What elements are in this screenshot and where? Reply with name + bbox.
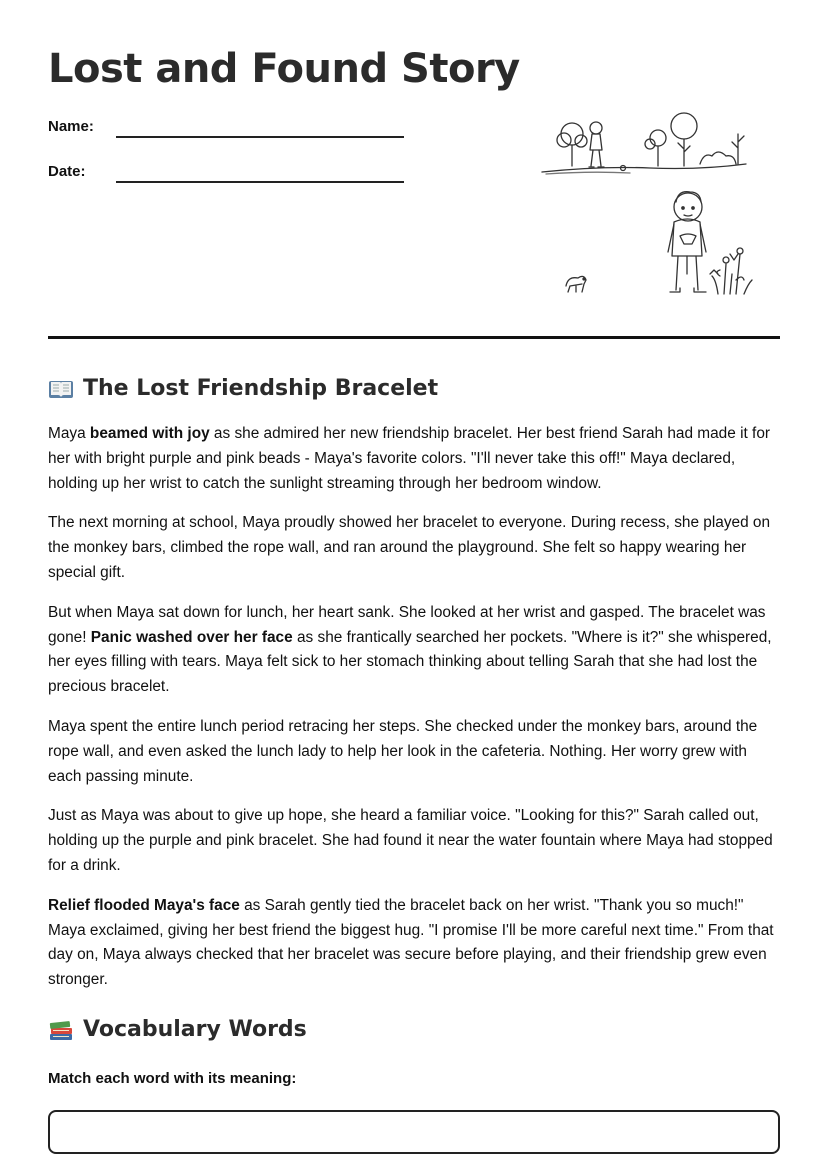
name-line[interactable] <box>116 136 404 138</box>
vocabulary-heading-text: Vocabulary Words <box>83 1017 307 1042</box>
date-line[interactable] <box>116 181 404 183</box>
paragraph-text: as she admired her new friendship bracelet. Her best friend Sarah had made it for her with bright purple and pink beads - Maya's favorite colors. "I'll never take this off!" Maya declared, holding up her wrist to catch the sunlight streaming through her bedroom window. <box>48 425 771 492</box>
page-title: Lost and Found Story <box>48 46 520 92</box>
paragraph-text: as she frantically searched her pockets. "Where is it?" she whispered, her eyes filling with tears. Maya felt sick to her stomach thinking about telling Sarah that she had lost the precious bracelet. <box>48 628 772 696</box>
emphasized-phrase: Relief flooded Maya's face <box>48 896 240 914</box>
boy-in-park-drawing-icon <box>540 104 756 300</box>
story-paragraph <box>48 511 784 585</box>
vocabulary-instruction: Match each word with its meaning: <box>48 1070 297 1087</box>
story-paragraph <box>48 601 784 700</box>
emphasized-phrase: Panic washed over her face <box>90 628 293 646</box>
story-paragraph <box>48 422 784 496</box>
story-paragraph <box>48 804 784 878</box>
emphasized-phrase: beamed with joy <box>89 425 210 442</box>
name-label: Name: <box>48 118 94 135</box>
header-divider <box>48 336 780 339</box>
date-label: Date: <box>48 163 86 180</box>
paragraph-text: Maya <box>48 425 90 442</box>
story-heading <box>48 376 438 401</box>
paragraph-text: But when Maya sat down for lunch, her heart sank. She looked at her wrist and gasped. The bracelet was gone! <box>48 603 766 646</box>
vocabulary-heading <box>48 1017 307 1042</box>
paragraph-text: Just as Maya was about to give up hope, she heard a familiar voice. "Looking for this?" Sarah called out, holding up the purple and pink bracelet. She had found it near the water fountain where Maya had stopped for a drink. <box>48 807 773 874</box>
vocabulary-match-box <box>48 1110 780 1154</box>
books-icon <box>48 1019 74 1041</box>
open-book-icon <box>48 378 74 400</box>
story-heading-text: The Lost Friendship Bracelet <box>83 376 439 401</box>
name-field[interactable] <box>48 118 408 142</box>
paragraph-text: Maya spent the entire lunch period retracing her steps. She checked under the monkey bars, around the rope wall, and even asked the lunch lady to help her look in the cafeteria. Nothing. Her worry grew with each passing minute. <box>48 717 758 785</box>
paragraph-text: as Sarah gently tied the bracelet back on her wrist. "Thank you so much!" Maya exclaimed, giving her best friend the biggest hug. "I promise I'll be more careful next time." From that day on, Maya always checked that her bracelet was secure before playing, and their friendship grew even stronger. <box>48 896 774 989</box>
story-paragraph <box>48 715 784 789</box>
story-paragraph <box>48 894 784 993</box>
date-field[interactable] <box>48 163 408 187</box>
story-text <box>48 422 784 1008</box>
paragraph-text: The next morning at school, Maya proudly showed her bracelet to everyone. During recess, she played on the monkey bars, climbed the rope wall, and ran around the playground. She felt so happy wearing her special gift. <box>48 514 771 581</box>
